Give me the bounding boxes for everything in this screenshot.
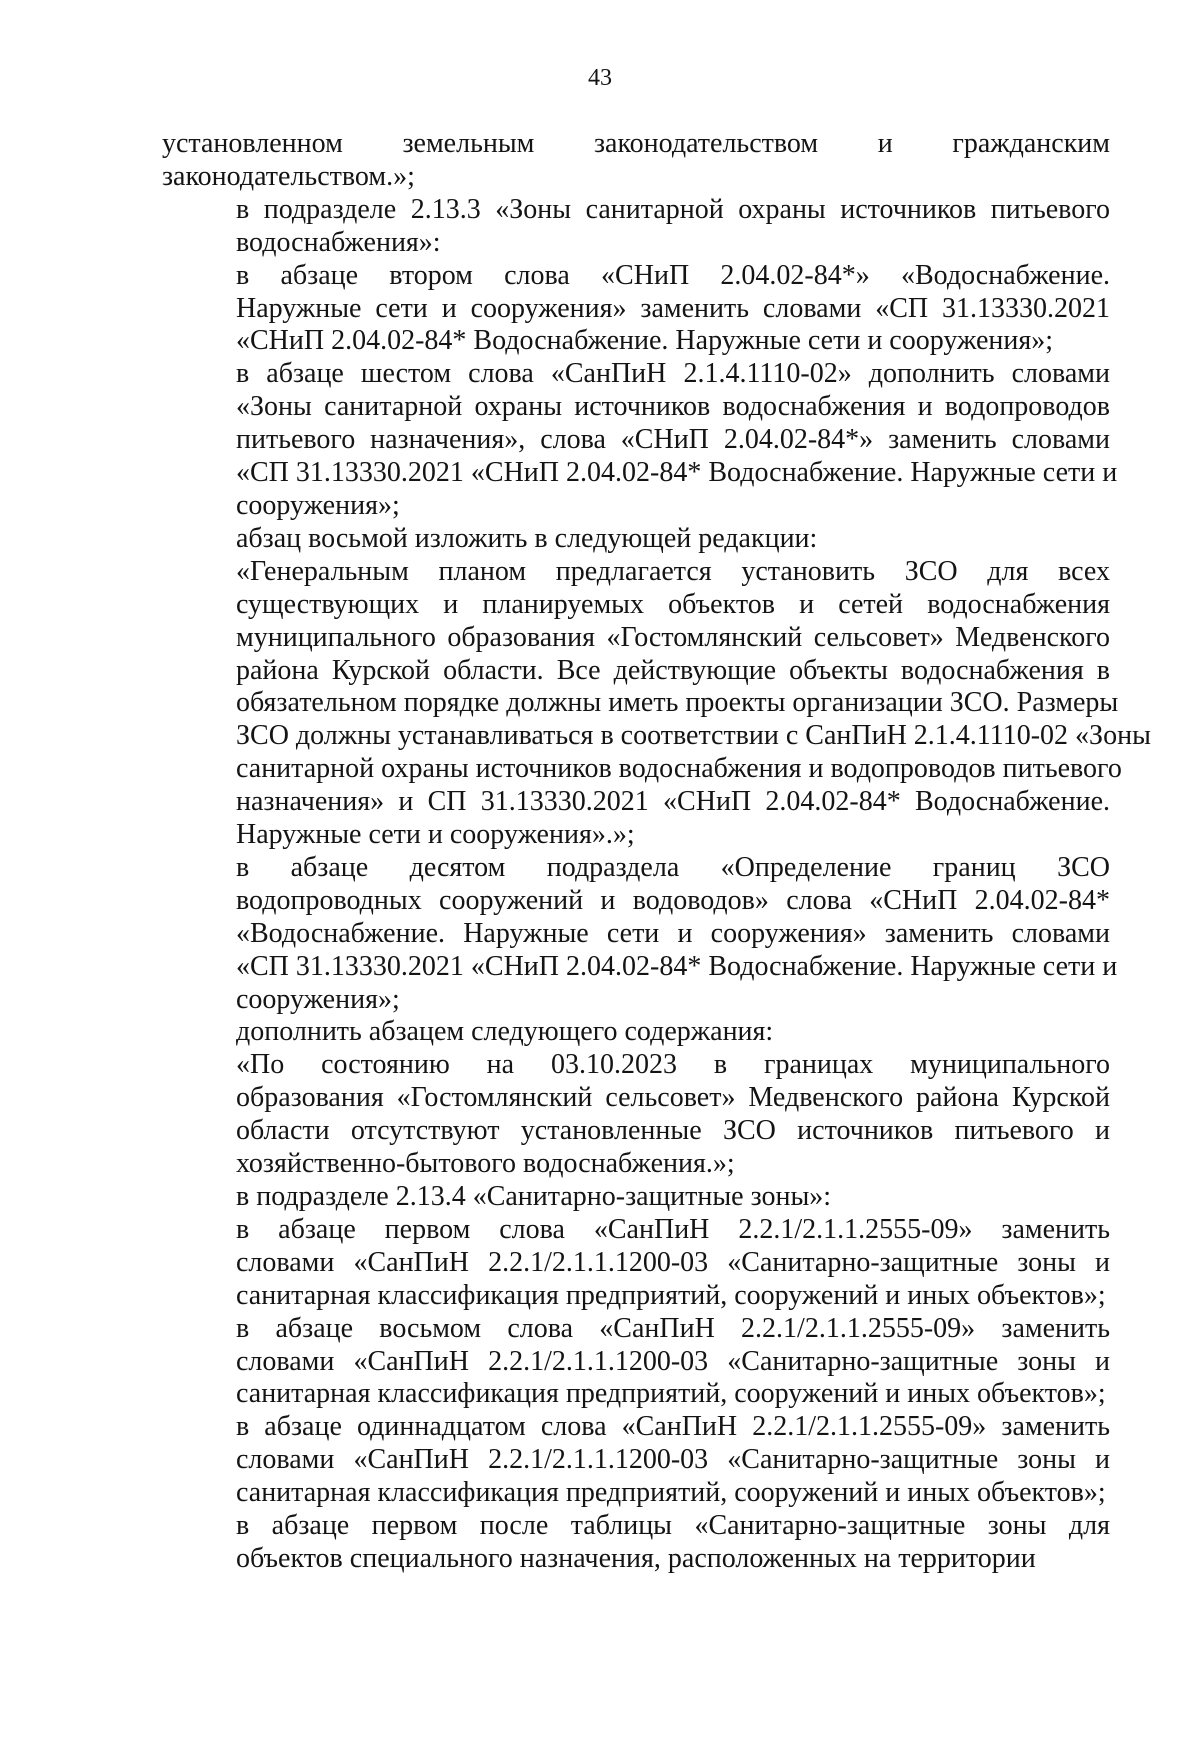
text-line: Наружные сети и сооружения».»; xyxy=(236,819,635,851)
text-line: в абзаце восьмом слова «СанПиН 2.2.1/2.1.1.2555-09» заменить xyxy=(236,1312,1110,1344)
paragraph xyxy=(162,358,1118,523)
text-line: «Генеральным планом предлагается установить ЗСО для всех xyxy=(236,555,1110,587)
text-line: объектов специального назначения, расположенных на территории xyxy=(236,1542,1036,1574)
text-line: существующих и планируемых объектов и сетей водоснабжения xyxy=(236,588,1110,620)
paragraph xyxy=(162,194,1110,260)
text-line: установленном земельным законодательством и гражданским xyxy=(162,128,1110,159)
paragraph xyxy=(162,851,1118,1017)
text-line: в абзаце первом слова «СанПиН 2.2.1/2.1.1.2555-09» заменить xyxy=(236,1213,1110,1245)
page-number: 43 xyxy=(588,65,612,91)
text-line: в абзаце шестом слова «СанПиН 2.1.4.1110-02» дополнить словами xyxy=(236,358,1110,390)
text-line: санитарная классификация предприятий, сооружений и иных объектов»; xyxy=(236,1279,1106,1311)
text-line: сооружения»; xyxy=(236,489,400,521)
text-line: «По состоянию на 03.10.2023 в границах муниципального xyxy=(236,1049,1110,1081)
text-line: санитарной охраны источников водоснабжения и водопроводов питьевого xyxy=(236,753,1122,785)
text-line: словами «СанПиН 2.2.1/2.1.1.1200-03 «Санитарно-защитные зоны и xyxy=(236,1345,1110,1377)
paragraph xyxy=(162,1411,1110,1510)
text-line: Наружные сети и сооружения» заменить словами «СП 31.13330.2021 xyxy=(236,292,1110,324)
text-line: водопроводных сооружений и водоводов» слова «СНиП 2.04.02-84* xyxy=(236,884,1110,916)
text-line: в абзаце одиннадцатом слова «СанПиН 2.2.1/2.1.1.2555-09» заменить xyxy=(236,1411,1110,1443)
paragraph xyxy=(162,1214,1110,1313)
text-line: «СНиП 2.04.02-84* Водоснабжение. Наружные сети и сооружения»; xyxy=(236,325,1054,357)
text-line: санитарная классификация предприятий, сооружений и иных объектов»; xyxy=(236,1378,1106,1410)
paragraph xyxy=(162,523,1110,556)
text-line: законодательством.»; xyxy=(162,160,415,192)
text-line: питьевого назначения», слова «СНиП 2.04.02-84*» заменить словами xyxy=(236,424,1110,456)
text-line: дополнить абзацем следующего содержания: xyxy=(236,1016,774,1048)
text-line: области отсутствуют установленные ЗСО источников питьевого и xyxy=(236,1115,1110,1147)
text-line: муниципального образования «Гостомлянский сельсовет» Медвенского xyxy=(236,621,1110,653)
paragraph xyxy=(162,128,1110,194)
text-line: в подразделе 2.13.4 «Санитарно-защитные зоны»: xyxy=(236,1181,832,1212)
text-line: «СП 31.13330.2021 «СНиП 2.04.02-84* Водоснабжение. Наружные сети и xyxy=(236,457,1118,489)
text-line: района Курской области. Все действующие объекты водоснабжения в xyxy=(236,654,1110,686)
text-line: в подразделе 2.13.3 «Зоны санитарной охраны источников питьевого xyxy=(236,193,1110,225)
paragraph xyxy=(162,555,1151,852)
text-line: словами «СанПиН 2.2.1/2.1.1.1200-03 «Санитарно-защитные зоны и xyxy=(236,1246,1110,1278)
text-line: «Водоснабжение. Наружные сети и сооружения» заменить словами xyxy=(236,917,1110,949)
text-line: «СП 31.13330.2021 «СНиП 2.04.02-84* Водоснабжение. Наружные сети и xyxy=(236,950,1118,982)
text-line: в абзаце десятом подраздела «Определение границ ЗСО xyxy=(236,851,1110,883)
paragraph xyxy=(162,260,1110,359)
paragraph xyxy=(162,1049,1110,1181)
text-line: абзац восьмой изложить в следующей редакции: xyxy=(236,522,818,554)
text-line: санитарная классификация предприятий, сооружений и иных объектов»; xyxy=(236,1477,1106,1509)
text-line: обязательном порядке должны иметь проекты организации ЗСО. Размеры xyxy=(236,687,1119,719)
text-line: в абзаце первом после таблицы «Санитарно-защитные зоны для xyxy=(236,1510,1110,1542)
text-line: водоснабжения»: xyxy=(236,226,441,258)
text-line: в абзаце втором слова «СНиП 2.04.02-84*» «Водоснабжение. xyxy=(236,259,1110,291)
text-line: образования «Гостомлянский сельсовет» Медвенского района Курской xyxy=(236,1082,1110,1114)
text-line: сооружения»; xyxy=(236,983,400,1015)
paragraph xyxy=(162,1181,1110,1214)
paragraph xyxy=(162,1016,1110,1049)
document-body xyxy=(162,128,1151,1576)
text-line: словами «СанПиН 2.2.1/2.1.1.1200-03 «Санитарно-защитные зоны и xyxy=(236,1444,1110,1476)
text-line: назначения» и СП 31.13330.2021 «СНиП 2.04.02-84* Водоснабжение. xyxy=(236,786,1110,818)
text-line: хозяйственно-бытового водоснабжения.»; xyxy=(236,1148,735,1180)
paragraph xyxy=(162,1510,1110,1576)
paragraph xyxy=(162,1313,1110,1412)
text-line: ЗСО должны устанавливаться в соответствии с СанПиН 2.1.4.1110-02 «Зоны xyxy=(236,720,1151,752)
text-line: «Зоны санитарной охраны источников водоснабжения и водопроводов xyxy=(236,391,1110,423)
